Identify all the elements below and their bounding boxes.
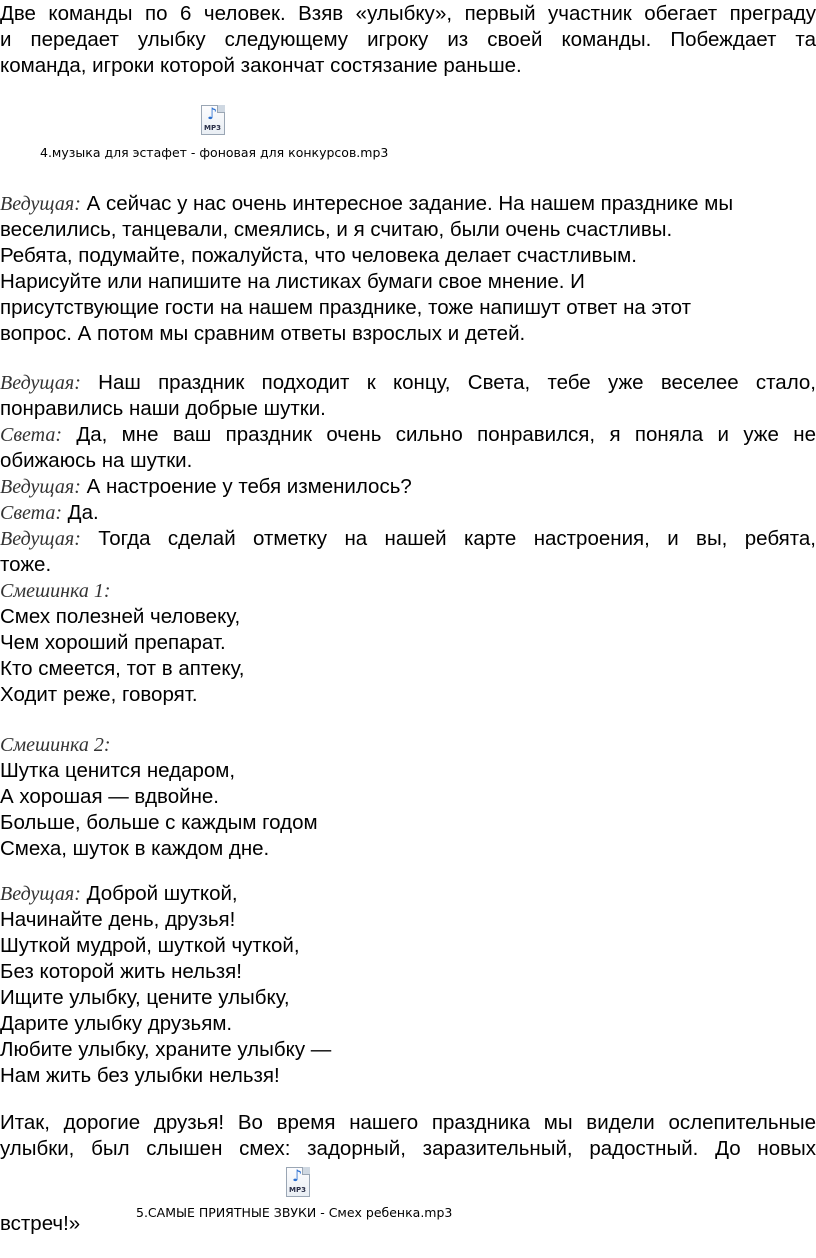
poem-two <box>0 732 816 862</box>
text-line: веселились, танцевали, смеялись, и я считаю, были очень счастливы. <box>0 218 673 241</box>
text-line: улыбки, был слышен смех: задорный, заразительный, радостный. До новых <box>0 1137 816 1160</box>
speech-text: А сейчас у нас очень интересное задание. На нашем празднике мы <box>80 192 734 215</box>
speaker-label: Ведущая: <box>0 476 81 498</box>
intro-paragraph <box>0 1 816 79</box>
text-line <box>0 526 816 552</box>
text-line: тоже. <box>0 553 52 576</box>
closing-paragraph <box>0 1110 816 1162</box>
text-line: и передает улыбку следующему игроку из своей команды. Побеждает та <box>0 28 816 51</box>
poem-line: Ходит реже, говорят. <box>0 683 198 706</box>
music-note-icon: ♪ <box>292 1166 303 1185</box>
poem-line: Любите улыбку, храните улыбку — <box>0 1038 332 1061</box>
text-line <box>0 474 816 500</box>
speaker-label: Ведущая: <box>0 883 81 905</box>
page-fold <box>217 105 225 113</box>
text-line: понравились наши добрые шутки. <box>0 397 326 420</box>
text-line: Ребята, подумайте, пожалуйста, что человека делает счастливым. <box>0 244 637 267</box>
poem-line: Больше, больше с каждым годом <box>0 811 318 834</box>
poem-one <box>0 578 816 708</box>
poem-line: Шутка ценится недаром, <box>0 759 236 782</box>
host-paragraph <box>0 191 816 347</box>
text-line <box>0 881 816 907</box>
music-note-icon: ♪ <box>207 104 218 123</box>
poem-line: Без которой жить нельзя! <box>0 960 242 983</box>
dialog-block <box>0 370 816 578</box>
page-fold <box>302 1167 310 1175</box>
text-line <box>0 191 816 217</box>
poem-line: Чем хороший препарат. <box>0 631 226 654</box>
text-line: команда, игроки которой закончат состязание раньше. <box>0 54 522 77</box>
speech-text: Доброй шуткой, <box>80 882 238 905</box>
poem-line: Ищите улыбку, цените улыбку, <box>0 986 290 1009</box>
speech-text: Да, мне ваш праздник очень сильно понравился, я поняла и уже не <box>61 423 816 446</box>
speaker-label: Света: <box>0 424 62 446</box>
text-line <box>0 500 816 526</box>
closing-last-line <box>0 1211 80 1237</box>
poem-line: Дарите улыбку друзьям. <box>0 1012 233 1035</box>
text-line <box>0 370 816 396</box>
text-line: Итак, дорогие друзья! Во время нашего праздника мы видели ослепительные <box>0 1111 816 1134</box>
poem-line: Начинайте день, друзья! <box>0 908 236 931</box>
poem-line: Нам жить без улыбки нельзя! <box>0 1064 280 1087</box>
attachment-caption[interactable]: 4.музыка для эстафет - фоновая для конкурсов.mp3 <box>40 145 389 160</box>
text-line: вопрос. А потом мы сравним ответы взрослых и детей. <box>0 322 526 345</box>
poem-line: Смех полезней человеку, <box>0 605 241 628</box>
speech-text: Наш праздник подходит к концу, Света, тебе уже веселее стало, <box>80 371 816 394</box>
poem-line: Смеха, шуток в каждом дне. <box>0 837 270 860</box>
poem-line: А хорошая — вдвойне. <box>0 785 219 808</box>
poem-line: Кто смеется, тот в аптеку, <box>0 657 245 680</box>
mp3-label: MP3 <box>204 124 221 132</box>
speaker-label: Ведущая: <box>0 528 81 550</box>
text-line: Нарисуйте или напишите на листиках бумаги свое мнение. И <box>0 270 585 293</box>
speech-text: А настроение у тебя изменилось? <box>80 475 412 498</box>
speaker-label: Смешинка 2: <box>0 734 111 756</box>
poem-three <box>0 881 816 1089</box>
text-line: Две команды по 6 человек. Взяв «улыбку», первый участник обегает преграду <box>0 2 816 25</box>
speaker-label: Смешинка 1: <box>0 580 111 602</box>
mp3-file-icon[interactable] <box>201 105 227 137</box>
mp3-label: MP3 <box>289 1186 306 1194</box>
mp3-file-icon[interactable] <box>286 1167 312 1199</box>
text-line: встреч!» <box>0 1212 81 1235</box>
speech-text: Тогда сделай отметку на нашей карте настроения, и вы, ребята, <box>80 527 816 550</box>
speech-text: Да. <box>61 501 99 524</box>
attachment-caption[interactable]: 5.САМЫЕ ПРИЯТНЫЕ ЗВУКИ - Смех ребенка.mp3 <box>136 1205 453 1220</box>
speaker-label: Ведущая: <box>0 372 81 394</box>
poem-line: Шуткой мудрой, шуткой чуткой, <box>0 934 300 957</box>
speaker-label: Ведущая: <box>0 193 81 215</box>
text-line <box>0 422 816 448</box>
speaker-label: Света: <box>0 502 62 524</box>
text-line: обижаюсь на шутки. <box>0 449 193 472</box>
text-line: присутствующие гости на нашем празднике, тоже напишут ответ на этот <box>0 296 691 319</box>
